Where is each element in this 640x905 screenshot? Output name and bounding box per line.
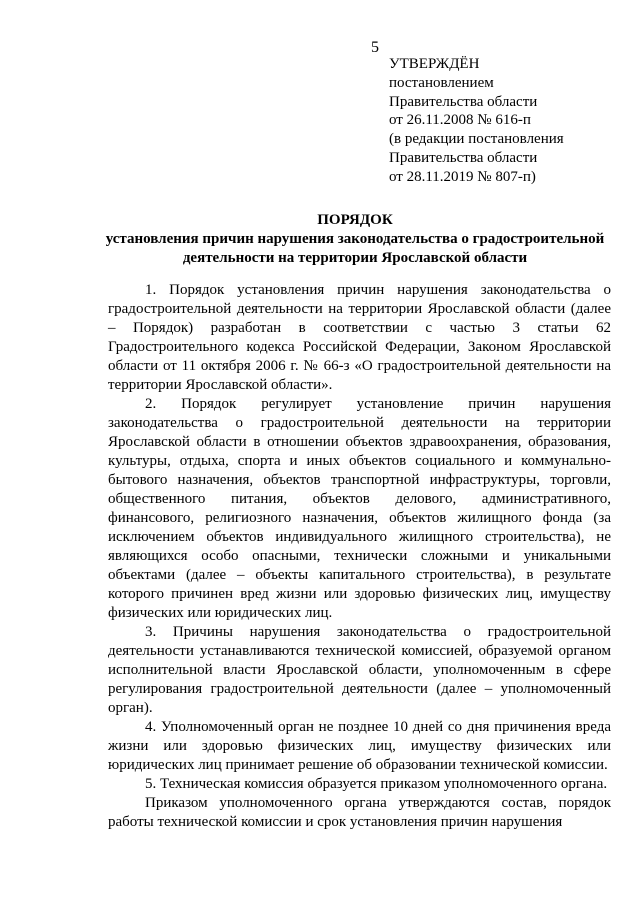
approval-line-5: (в редакции постановления [389,131,564,148]
paragraph-4: 4. Уполномоченный орган не позднее 10 дней со дня причинения вреда жизни или здоровью физических лиц, имуществу физических или юридических лиц принимает решение об образовании технической комиссии. [108,719,611,773]
title-subtitle-line-2: деятельности на территории Ярославской области [182,250,528,266]
approval-line-2: постановлением [389,74,494,91]
paragraph-3: 3. Причины нарушения законодательства о градостроительной деятельности устанавливаются технической комиссией, образуемой органом исполнительной власти Ярославской области, уполномоченным в сфере регулирования градостроительной деятельности (далее – уполномоченный орган). [108,624,611,716]
document-title [100,211,610,268]
paragraph-6: Приказом уполномоченного органа утверждаются состав, порядок работы технической комиссии и срок установления причин нарушения [108,795,611,830]
title-heading: ПОРЯДОК [317,212,393,228]
paragraph-1: 1. Порядок установления причин нарушения законодательства о градостроительной деятельности на территории Ярославской области (далее – Порядок) разработан в соответствии с частью 3 статьи 62 Градостроительного кодекса Российской Федерации, Законом Ярославской области от 11 октября 2006 г. № 66-з «О градостроительной деятельности на территории Ярославской области». [108,282,611,393]
approval-stamp [389,55,564,187]
approval-line-3: Правительства области [389,93,538,110]
document-body [108,281,611,832]
approval-line-7: от 28.11.2019 № 807-п) [389,168,536,185]
approval-line-6: Правительства области [389,149,538,166]
paragraph-2: 2. Порядок регулирует установление причин нарушения законодательства о градостроительной деятельности на территории Ярославской области в отношении объектов здравоохранения, образования, культуры, отдыха, спорта и иных объектов социального и коммунально-бытового назначения, объектов транспортной инфраструктуры, торговли, общественного питания, объектов делового, административного, финансового, религиозного назначения, объектов жилищного фонда (за исключением объектов индивидуального жилищного строительства), не являющихся особо опасными, технически сложными и уникальными объектами (далее – объекты капитального строительства), в результате которого причинен вред жизни или здоровью физических лиц, имуществу физических или юридических лиц. [108,396,611,621]
title-subtitle-line-1: установления причин нарушения законодательства о градостроительной [105,231,605,247]
page-number: 5 [371,39,379,56]
approval-line-4: от 26.11.2008 № 616-п [389,112,531,129]
paragraph-5: 5. Техническая комиссия образуется приказом уполномоченного органа. [145,776,608,792]
approval-line-1: УТВЕРЖДЁН [389,56,480,72]
